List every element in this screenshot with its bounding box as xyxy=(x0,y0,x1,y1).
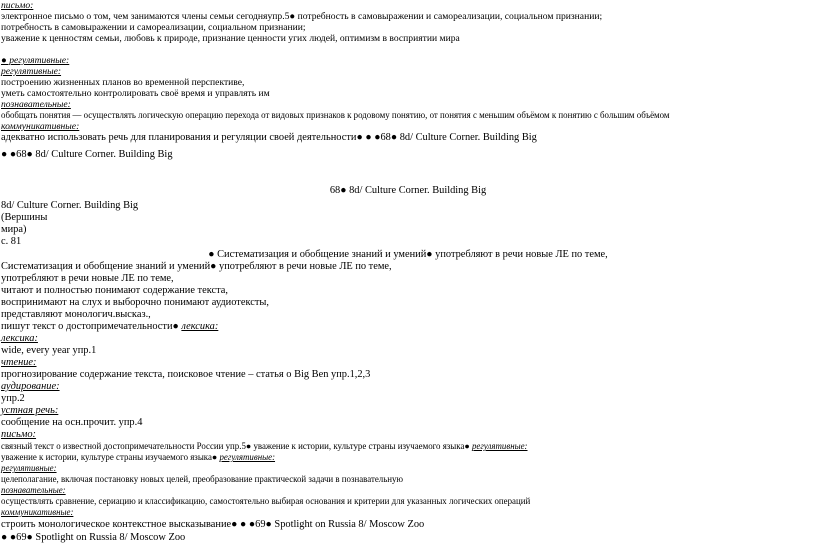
text-line: читают и полностью понимают содержание текста, xyxy=(1,285,228,296)
lesson-title-centered: 68● 8d/ Culture Corner. Building Big xyxy=(329,185,487,196)
text-line: воспринимают на слух и выборочно понимают аудиотексты, xyxy=(1,297,269,308)
text-line: wide, every year упр.1 xyxy=(1,345,97,356)
section-heading-listening: аудирование: xyxy=(1,381,60,392)
text-line: адекватно использовать речь для планирования и регуляции своей деятельности● ● ●68● 8d/ Culture Corner. Building Big xyxy=(1,132,537,143)
section-heading-speaking: устная речь: xyxy=(1,405,59,416)
text-line: потребность в самовыражении и самореализации, социальном признании; xyxy=(1,22,306,33)
text-line: упр.2 xyxy=(1,393,25,404)
text-line xyxy=(1,452,275,463)
section-heading-writing: письмо: xyxy=(1,0,34,11)
text-fragment: связный текст о известной достопримечательности России упр.5● уважение к истории, культуре страны изучаемого языка● xyxy=(1,441,472,451)
text-line: строить монологическое контекстное высказывание● ● ●69● Spotlight on Russia 8/ Moscow Zoo xyxy=(1,519,425,530)
text-line: мира) xyxy=(1,224,27,235)
text-line: электронное письмо о том, чем занимаются члены семьи сегодняупр.5● потребность в самовыражении и самореализации, социальном признании; xyxy=(1,11,603,22)
section-heading-cognitive: познавательные: xyxy=(1,99,71,110)
section-heading-reading: чтение: xyxy=(1,357,37,368)
text-line xyxy=(1,321,218,332)
text-line: прогнозирование содержание текста, поисковое чтение – статья о Big Ben упр.1,2,3 xyxy=(1,369,371,380)
text-line xyxy=(1,441,528,452)
text-line: уметь самостоятельно контролировать своё время и управлять им xyxy=(1,88,270,99)
section-heading-regulative: регулятивные: xyxy=(471,441,528,451)
section-heading-regulative: регулятивные: xyxy=(1,463,57,473)
section-heading-regulative: ● регулятивные: xyxy=(1,55,70,66)
text-fragment: пишут текст о достопримечательности● xyxy=(1,321,182,332)
section-heading-communicative: коммуникативные: xyxy=(1,121,80,132)
text-line: уважение к ценностям семьи, любовь к природе, признание ценности угих людей, оптимизм в восприятии мира xyxy=(1,33,460,44)
section-heading-regulative: регулятивные: xyxy=(1,66,62,77)
text-line: ● ●68● 8d/ Culture Corner. Building Big xyxy=(1,149,173,160)
text-line: употребляют в речи новые ЛЕ по теме, xyxy=(1,273,174,284)
text-line: (Вершины xyxy=(1,212,48,223)
text-line: ● ●69● Spotlight on Russia 8/ Moscow Zoo xyxy=(1,532,186,543)
page-reference: с. 81 xyxy=(1,236,22,247)
section-heading-vocabulary: лексика: xyxy=(1,333,38,344)
text-line: осуществлять сравнение, сериацию и классификацию, самостоятельно выбирая основания и критерии для указанных логических операций xyxy=(1,496,531,506)
text-line: построению жизненных планов во временной перспективе, xyxy=(1,77,245,88)
lesson-title: 8d/ Culture Corner. Building Big xyxy=(1,200,139,211)
text-line: сообщение на осн.прочит. упр.4 xyxy=(1,417,143,428)
text-line: целеполагание, включая постановку новых целей, преобразование практической задачи в познавательную xyxy=(1,474,404,484)
text-line: представляют монологич.выскaз., xyxy=(1,309,151,320)
text-fragment: уважение к истории, культуре страны изучаемого языка● xyxy=(1,452,220,462)
section-heading-vocabulary: лексика: xyxy=(181,321,219,332)
text-line: обобщать понятия — осуществлять логическую операцию перехода от видовых признаков к родовому понятию, от понятия с меньшим объёмом к понятию с большим объёмом xyxy=(1,110,670,120)
text-line: Систематизация и обобщение знаний и умений● употребляют в речи новые ЛЕ по теме, xyxy=(1,261,392,272)
section-heading-communicative: коммуникативные: xyxy=(1,507,74,517)
section-heading-regulative: регулятивные: xyxy=(219,452,276,462)
section-heading-writing: письмо: xyxy=(1,429,37,440)
lesson-goal-centered: ● Систематизация и обобщение знаний и умений● употребляют в речи новые ЛЕ по теме, xyxy=(208,249,608,260)
section-heading-cognitive: познавательные: xyxy=(1,485,66,495)
